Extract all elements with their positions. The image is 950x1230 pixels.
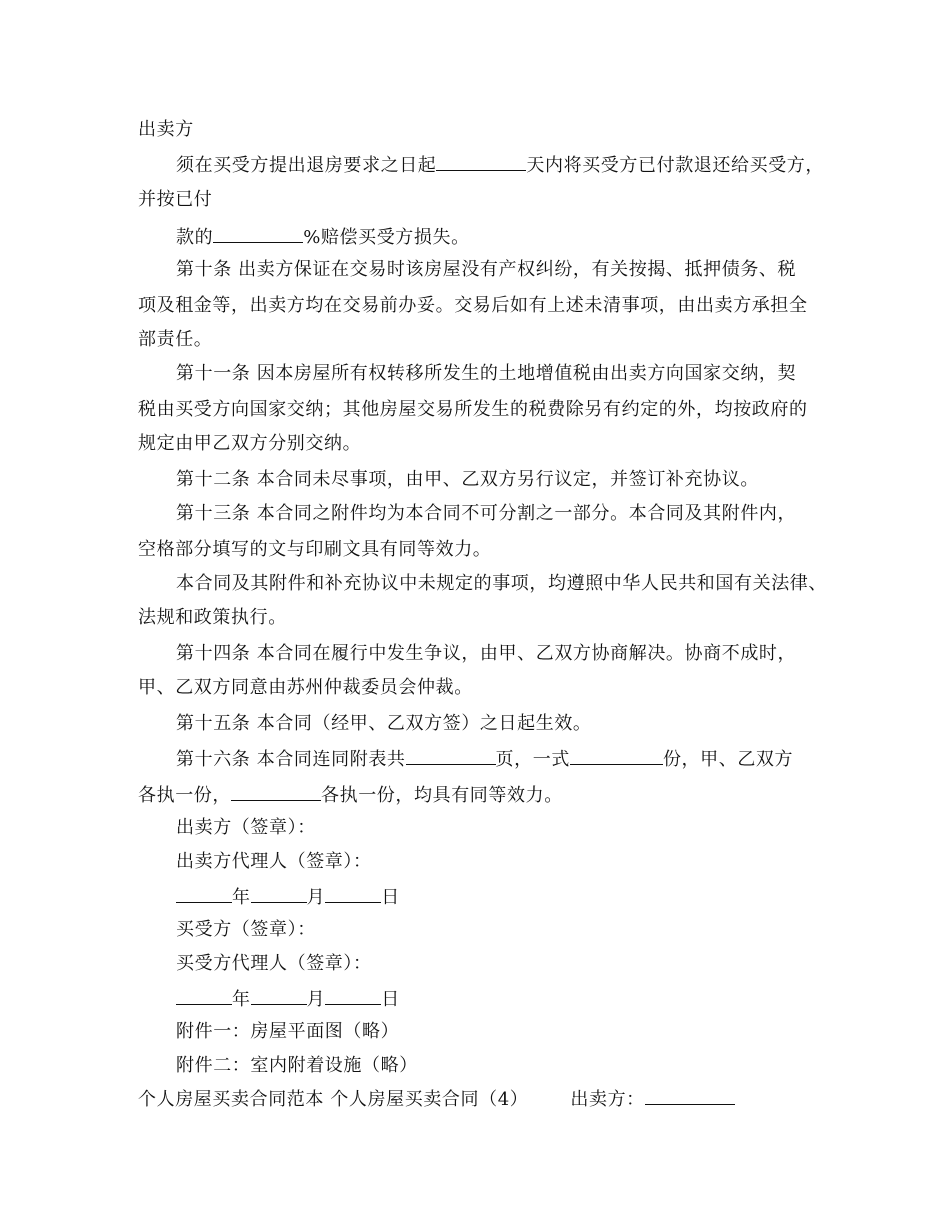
text-line: 第十四条 本合同在履行中发生争议，由甲、乙双方协商解决。协商不成时，	[176, 643, 797, 664]
text-segment: 份，甲、乙双方	[662, 749, 794, 770]
text-segment: 页，一式	[495, 749, 570, 770]
text-segment: 天内将买受方已付款退还给买受方，	[526, 155, 825, 176]
text-line: 项及租金等，出卖方均在交易前办妥。交易后如有上述未清事项，由出卖方承担全	[138, 295, 808, 316]
fill-in-blank	[645, 1086, 735, 1105]
text-line: 法规和政策执行。	[138, 607, 287, 628]
seller-agent-signature-line: 出卖方代理人（签章）：	[176, 851, 372, 872]
fill-in-blank	[570, 746, 663, 765]
text-line	[138, 782, 563, 808]
date-month-label: 月	[306, 989, 326, 1010]
buyer-agent-signature-line: 买受方代理人（签章）：	[176, 953, 372, 974]
text-line	[176, 224, 470, 250]
text-line: 本合同及其附件和补充协议中未规定的事项，均遵照中华人民共和国有关法律、	[176, 573, 827, 594]
date-line	[176, 986, 400, 1012]
date-day-label: 日	[381, 989, 400, 1010]
fill-in-blank	[176, 986, 232, 1005]
text-line: 第十二条 本合同未尽事项，由甲、乙双方另行议定，并签订补充协议。	[176, 469, 759, 490]
text-line	[176, 746, 793, 772]
footer-seller-label: 出卖方：	[570, 1089, 645, 1110]
date-month-label: 月	[306, 887, 326, 908]
text-segment: 各执一份，	[138, 785, 231, 806]
text-segment: 款的	[176, 227, 214, 248]
date-day-label: 日	[381, 887, 400, 908]
text-line: 甲、乙双方同意由苏州仲裁委员会仲裁。	[138, 677, 473, 698]
text-line: 并按已付	[138, 189, 213, 210]
text-segment: 须在买受方提出退房要求之日起	[176, 155, 437, 176]
text-segment: %赔偿买受方损失。	[303, 227, 470, 248]
text-line: 规定由甲乙双方分别交纳。	[138, 433, 362, 454]
fill-in-blank	[176, 884, 232, 903]
text-line: 第十五条 本合同（经甲、乙双方签）之日起生效。	[176, 713, 592, 734]
footer-title: 个人房屋买卖合同范本 个人房屋买卖合同（4）	[138, 1089, 529, 1110]
text-line: 第十三条 本合同之附件均为本合同不可分割之一部分。本合同及其附件内，	[176, 503, 797, 524]
fill-in-blank	[436, 152, 526, 171]
text-line: 第十一条 因本房屋所有权转移所发生的土地增值税由出卖方向国家交纳，契	[176, 363, 797, 384]
text-segment: 第十六条 本合同连同附表共	[176, 749, 406, 770]
date-year-label: 年	[232, 887, 251, 908]
fill-in-blank	[251, 986, 307, 1005]
date-line	[176, 884, 400, 910]
footer-line	[138, 1086, 735, 1112]
text-line: 税由买受方向国家交纳；其他房屋交易所发生的税费除另有约定的外，均按政府的	[138, 399, 808, 420]
fill-in-blank	[406, 746, 496, 765]
fill-in-blank	[251, 884, 307, 903]
attachment-line: 附件一：房屋平面图（略）	[176, 1021, 400, 1042]
seller-signature-line: 出卖方（签章）：	[176, 817, 316, 838]
text-line	[176, 152, 824, 178]
fill-in-blank	[213, 224, 303, 243]
text-line: 部责任。	[138, 329, 213, 350]
text-segment: 各执一份，均具有同等效力。	[321, 785, 563, 806]
fill-in-blank	[231, 782, 321, 801]
fill-in-blank	[325, 986, 381, 1005]
text-line: 第十条 出卖方保证在交易时该房屋没有产权纠纷，有关按揭、抵押债务、税	[176, 259, 797, 280]
buyer-signature-line: 买受方（签章）：	[176, 919, 316, 940]
text-line: 空格部分填写的文与印刷文具有同等效力。	[138, 539, 492, 560]
attachment-line: 附件二：室内附着设施（略）	[176, 1055, 418, 1076]
date-year-label: 年	[232, 989, 251, 1010]
text-line: 出卖方	[138, 119, 194, 140]
fill-in-blank	[325, 884, 381, 903]
